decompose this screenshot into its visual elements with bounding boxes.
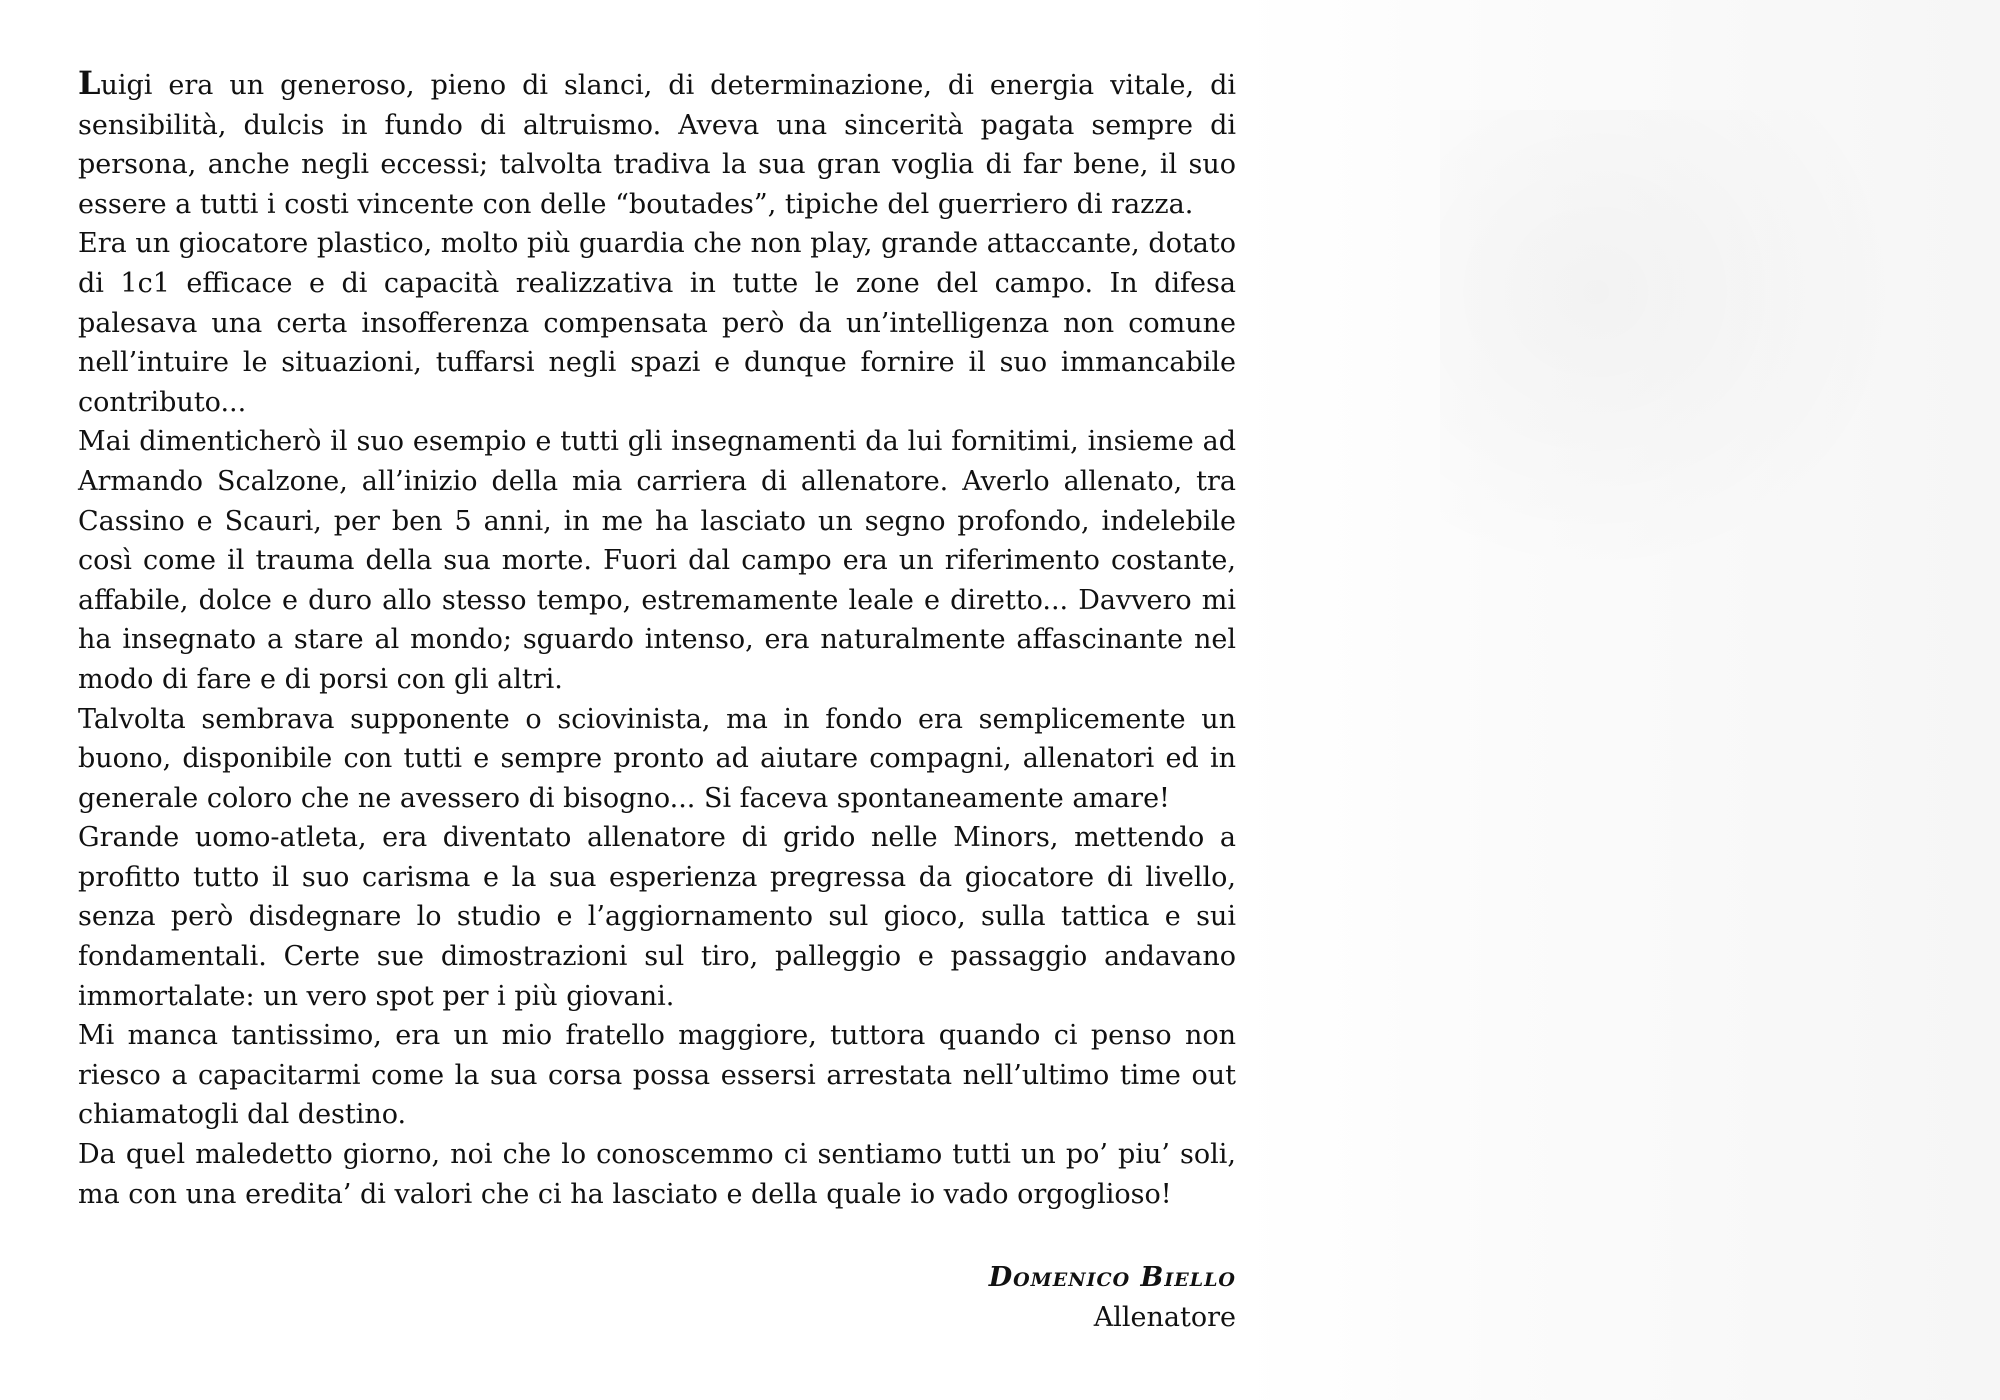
- paragraph-1: [78, 64, 1236, 224]
- paragraph-3: Mai dimenticherò il suo esempio e tutti gli insegnamenti da lui fornitimi, insieme ad Armando Scalzone, all’inizio della mia carriera di allenatore. Averlo allenato, tra Cassino e Scauri, per ben 5 anni, in me ha lasciato un segno profondo, indelebile così come il trauma della sua morte. Fuori dal campo era un riferimento costante, affabile, dolce e duro allo stesso tempo, estremamente leale e diretto... Davvero mi ha insegnato a stare al mondo; sguardo intenso, era naturalmente affascinante nel modo di fare e di porsi con gli altri.: [78, 426, 1236, 695]
- bleed-through-shadow: [1440, 110, 1960, 630]
- drop-cap: L: [78, 64, 101, 102]
- paragraph-6: Mi manca tantissimo, era un mio fratello maggiore, tuttora quando ci penso non riesco a capacitarmi come la sua corsa possa essersi arrestata nell’ultimo time out chiamatogli dal destino.: [78, 1020, 1236, 1131]
- signature-block: [900, 1258, 1236, 1338]
- author-name: Domenico Biello: [988, 1262, 1236, 1293]
- body-text: [78, 64, 1236, 1214]
- paragraph-5: Grande uomo-atleta, era diventato allenatore di grido nelle Minors, mettendo a profitto tutto il suo carisma e la sua esperienza pregressa da giocatore di livello, senza però disdegnare lo studio e l’aggiornamento sul gioco, sulla tattica e sui fondamentali. Certe sue dimostrazioni sul tiro, palleggio e passaggio andavano immortalate: un vero spot per i più giovani.: [78, 822, 1236, 1012]
- paragraph-4: Talvolta sembrava supponente o sciovinista, ma in fondo era semplicemente un buono, disponibile con tutti e sempre pronto ad aiutare compagni, allenatori ed in generale coloro che ne avessero di bisogno... Si faceva spontaneamente amare!: [78, 703, 1236, 814]
- paragraph-2: Era un giocatore plastico, molto più guardia che non play, grande attaccante, dotato di 1c1 efficace e di capacità realizzativa in tutte le zone del campo. In difesa palesava una certa insofferenza compensata però da un’intelligenza non comune nell’intuire le situazioni, tuffarsi negli spazi e dunque fornire il suo immancabile contributo...: [78, 228, 1236, 418]
- author-role: Allenatore: [1093, 1302, 1236, 1333]
- paragraph-1-text: uigi era un generoso, pieno di slanci, di determinazione, di energia vitale, di sensibilità, dulcis in fundo di altruismo. Aveva una sincerità pagata sempre di persona, anche negli eccessi; talvolta tradiva la sua gran voglia di far bene, il suo essere a tutti i costi vincente con delle “boutades”, tipiche del guerriero di razza.: [78, 70, 1236, 220]
- paragraph-7: Da quel maledetto giorno, noi che lo conoscemmo ci sentiamo tutti un po’ piu’ soli, ma con una eredita’ di valori che ci ha lasciato e della quale io vado orgoglioso!: [78, 1139, 1236, 1210]
